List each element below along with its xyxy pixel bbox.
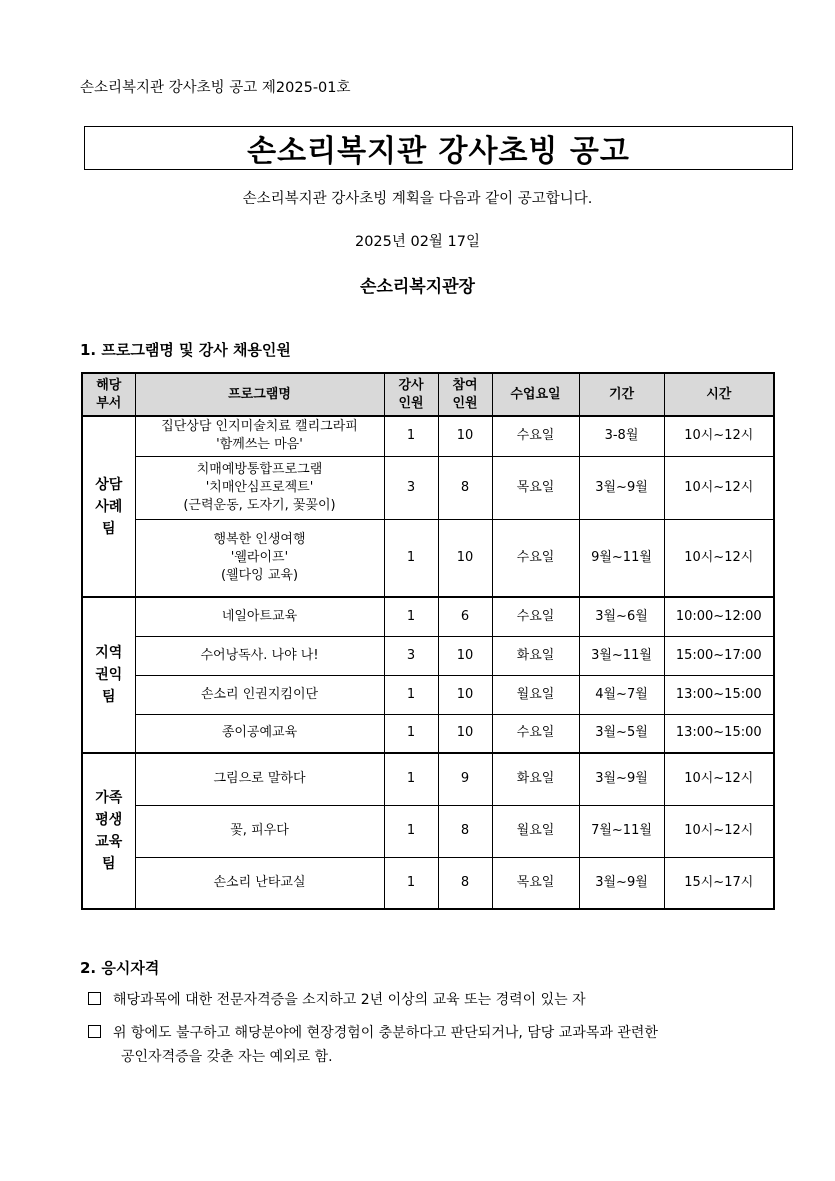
col-header-program: 프로그램명 <box>135 373 384 416</box>
program-cell: 수어낭독사. 나야 나! <box>135 636 384 675</box>
table-row <box>82 416 774 456</box>
announcement-date: 2025년 02월 17일 <box>354 234 481 250</box>
page-title: 손소리복지관 강사초빙 공고 <box>247 134 630 169</box>
table-row <box>82 805 774 857</box>
instructors-cell: 1 <box>384 416 438 456</box>
time-cell: 13:00~15:00 <box>664 714 774 753</box>
table-header-row <box>82 373 774 416</box>
period-cell: 9월~11월 <box>579 519 664 597</box>
intro-text: 손소리복지관 강사초빙 계획을 다음과 같이 공고합니다. <box>242 191 593 207</box>
participants-cell: 10 <box>438 416 492 456</box>
day-cell: 화요일 <box>492 636 579 675</box>
program-cell: 손소리 인권지킴이단 <box>135 675 384 714</box>
instructors-cell: 3 <box>384 636 438 675</box>
checkbox-icon <box>88 992 101 1005</box>
participants-cell: 6 <box>438 597 492 636</box>
program-cell: 치매예방통합프로그램 '치매안심프로젝트' (근력운동, 도자기, 꽃꽂이) <box>135 456 384 519</box>
table-row <box>82 519 774 597</box>
time-cell: 10시~12시 <box>664 805 774 857</box>
dept-cell-community-rights: 지역 권익 팀 <box>82 597 135 753</box>
program-cell: 행복한 인생여행 '웰라이프' (웰다잉 교육) <box>135 519 384 597</box>
program-cell: 손소리 난타교실 <box>135 857 384 909</box>
dept-cell-family-education: 가족 평생 교육 팀 <box>82 753 135 909</box>
period-cell: 4월~7월 <box>579 675 664 714</box>
time-cell: 10시~12시 <box>664 456 774 519</box>
day-cell: 수요일 <box>492 416 579 456</box>
qualification-text: 위 항에도 불구하고 해당분야에 현장경험이 충분하다고 판단되거나, 담당 교과목과 관련한 <box>113 1025 658 1041</box>
program-cell: 그림으로 말하다 <box>135 753 384 805</box>
program-cell: 종이공예교육 <box>135 714 384 753</box>
col-header-instructors: 강사 인원 <box>384 373 438 416</box>
time-cell: 15:00~17:00 <box>664 636 774 675</box>
participants-cell: 10 <box>438 636 492 675</box>
instructors-cell: 1 <box>384 857 438 909</box>
dept-cell-counseling: 상담 사례 팀 <box>82 416 135 597</box>
time-cell: 10시~12시 <box>664 416 774 456</box>
section2-heading: 2. 응시자격 <box>80 959 160 977</box>
table-row <box>82 753 774 805</box>
period-cell: 3월~11월 <box>579 636 664 675</box>
time-cell: 10시~12시 <box>664 753 774 805</box>
instructors-cell: 1 <box>384 519 438 597</box>
period-cell: 7월~11월 <box>579 805 664 857</box>
table-row <box>82 636 774 675</box>
participants-cell: 10 <box>438 675 492 714</box>
qualification-item <box>88 988 778 1012</box>
participants-cell: 8 <box>438 805 492 857</box>
instructors-cell: 1 <box>384 675 438 714</box>
period-cell: 3월~9월 <box>579 753 664 805</box>
qualification-item <box>88 1021 778 1069</box>
period-cell: 3-8월 <box>579 416 664 456</box>
section1-heading: 1. 프로그램명 및 강사 채용인원 <box>80 341 291 359</box>
day-cell: 수요일 <box>492 597 579 636</box>
program-table <box>81 372 775 910</box>
participants-cell: 10 <box>438 519 492 597</box>
day-cell: 월요일 <box>492 675 579 714</box>
qualification-text: 해당과목에 대한 전문자격증을 소지하고 2년 이상의 교육 또는 경력이 있는 자 <box>113 992 586 1008</box>
period-cell: 3월~5월 <box>579 714 664 753</box>
col-header-participants: 참여 인원 <box>438 373 492 416</box>
day-cell: 목요일 <box>492 456 579 519</box>
day-cell: 화요일 <box>492 753 579 805</box>
program-cell: 꽃, 피우다 <box>135 805 384 857</box>
table-row <box>82 675 774 714</box>
time-cell: 13:00~15:00 <box>664 675 774 714</box>
participants-cell: 10 <box>438 714 492 753</box>
col-header-time: 시간 <box>664 373 774 416</box>
day-cell: 월요일 <box>492 805 579 857</box>
qualification-continuation: 공인자격증을 갖춘 자는 예외로 함. <box>121 1049 333 1065</box>
col-header-period: 기간 <box>579 373 664 416</box>
day-cell: 목요일 <box>492 857 579 909</box>
table-row <box>82 456 774 519</box>
time-cell: 15시~17시 <box>664 857 774 909</box>
col-header-dept: 해당 부서 <box>82 373 135 416</box>
period-cell: 3월~9월 <box>579 857 664 909</box>
title-box <box>84 126 793 170</box>
participants-cell: 8 <box>438 456 492 519</box>
table-row <box>82 597 774 636</box>
instructors-cell: 1 <box>384 597 438 636</box>
instructors-cell: 1 <box>384 753 438 805</box>
checkbox-icon <box>88 1025 101 1038</box>
time-cell: 10:00~12:00 <box>664 597 774 636</box>
day-cell: 수요일 <box>492 714 579 753</box>
instructors-cell: 1 <box>384 714 438 753</box>
table-row <box>82 857 774 909</box>
instructors-cell: 3 <box>384 456 438 519</box>
period-cell: 3월~9월 <box>579 456 664 519</box>
participants-cell: 8 <box>438 857 492 909</box>
program-cell: 네일아트교육 <box>135 597 384 636</box>
col-header-day: 수업요일 <box>492 373 579 416</box>
time-cell: 10시~12시 <box>664 519 774 597</box>
participants-cell: 9 <box>438 753 492 805</box>
notice-number: 손소리복지관 강사초빙 공고 제2025-01호 <box>80 80 351 96</box>
signer: 손소리복지관장 <box>360 277 475 297</box>
period-cell: 3월~6월 <box>579 597 664 636</box>
table-row <box>82 714 774 753</box>
program-cell: 집단상담 인지미술치료 캘리그라피 '함께쓰는 마음' <box>135 416 384 456</box>
instructors-cell: 1 <box>384 805 438 857</box>
day-cell: 수요일 <box>492 519 579 597</box>
